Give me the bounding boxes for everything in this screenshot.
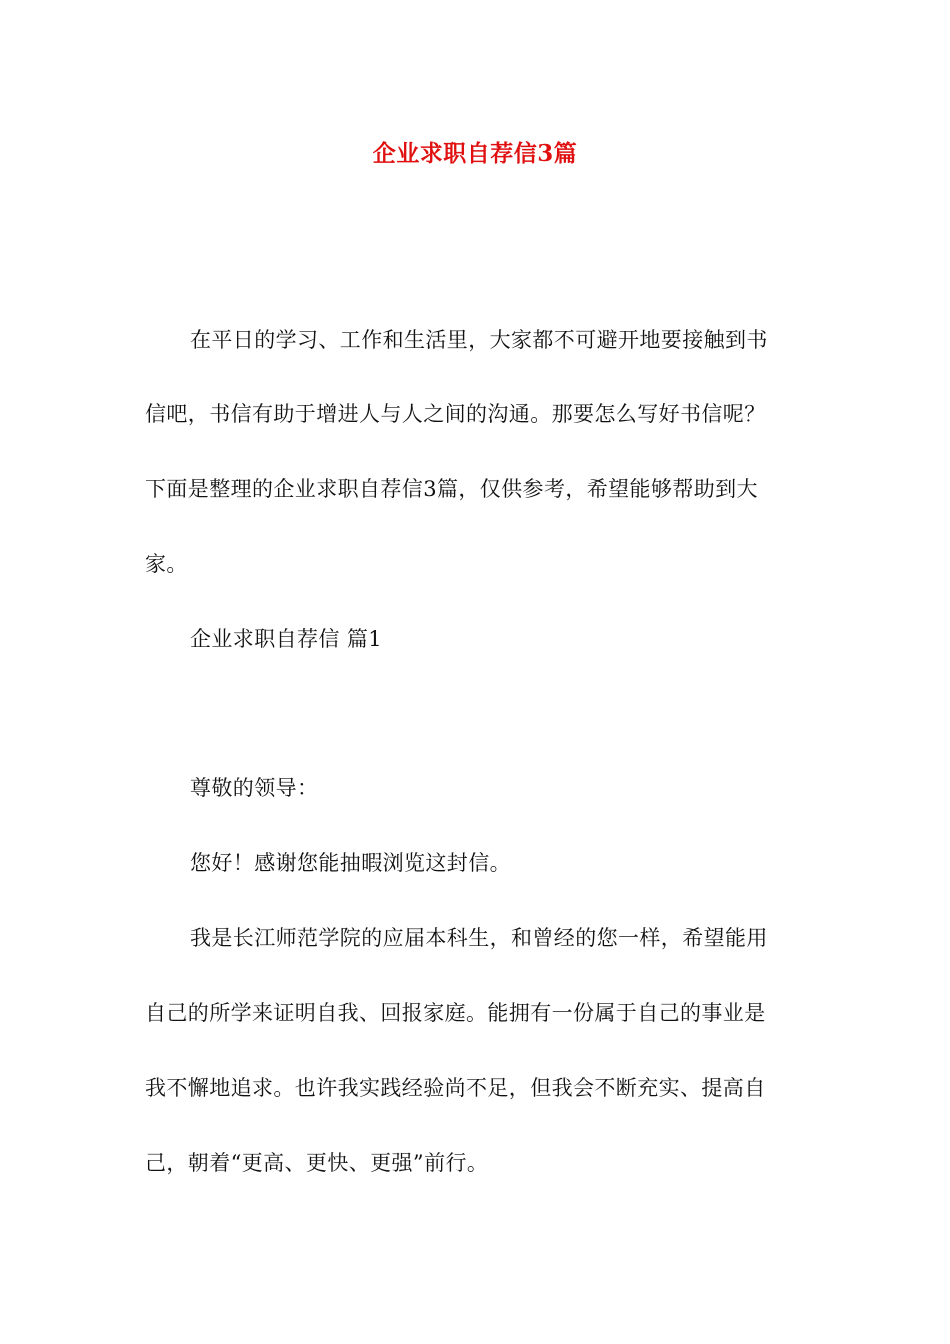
paragraph-line: 信吧，书信有助于增进人与人之间的沟通。那要怎么写好书信呢？ [145, 402, 766, 426]
paragraph-line: 己，朝着“更高、更快、更强”前行。 [145, 1151, 489, 1175]
paragraph-line: 在平日的学习、工作和生活里，大家都不可避开地要接触到书 [190, 328, 768, 352]
document-title: 企业求职自荐信3篇 [372, 140, 578, 167]
paragraph-line: 我不懈地追求。也许我实践经验尚不足，但我会不断充实、提高自 [145, 1076, 766, 1100]
greeting-line: 您好！感谢您能抽暇浏览这封信。 [190, 851, 511, 875]
paragraph-line: 下面是整理的企业求职自荐信3篇，仅供参考，希望能够帮助到大 [145, 477, 758, 501]
section-heading: 企业求职自荐信 篇1 [190, 627, 383, 651]
salutation: 尊敬的领导： [190, 776, 319, 800]
paragraph-line: 自己的所学来证明自我、回报家庭。能拥有一份属于自己的事业是 [145, 1001, 766, 1025]
paragraph-line: 我是长江师范学院的应届本科生，和曾经的您一样，希望能用 [190, 926, 768, 950]
paragraph-line: 家。 [145, 552, 188, 576]
